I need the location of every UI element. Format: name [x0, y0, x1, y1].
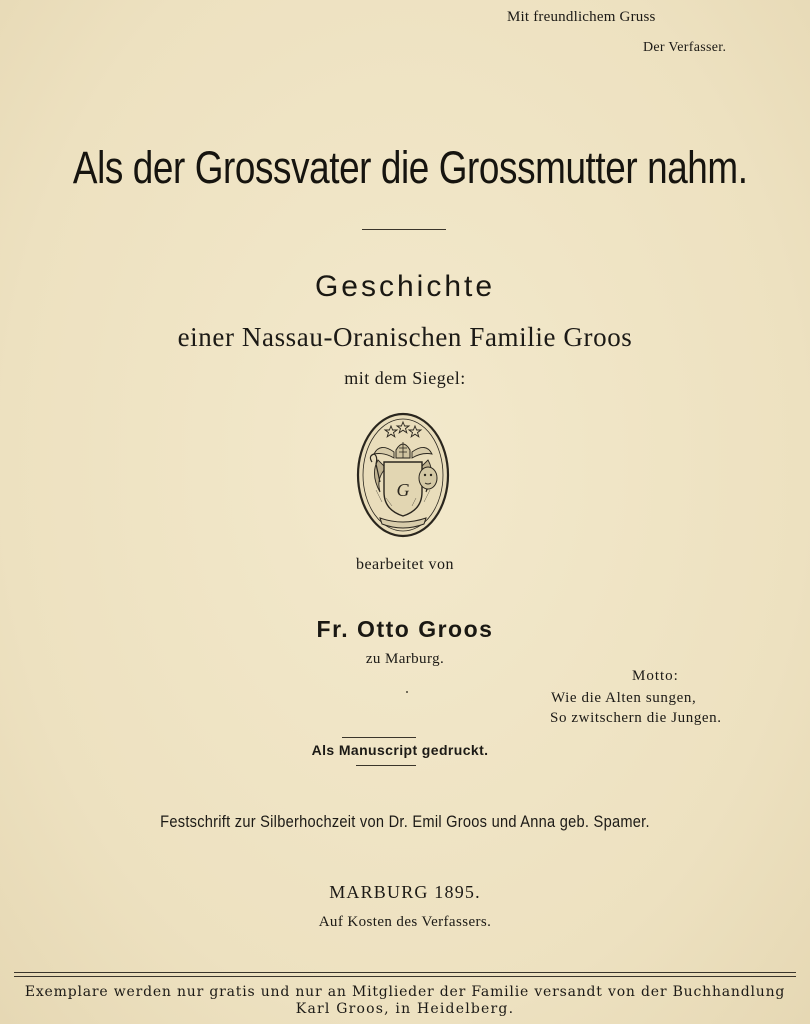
motto-line-1: Wie die Alten sungen,: [551, 690, 697, 706]
footer-rule-bottom: [14, 976, 796, 977]
author-name: Fr. Otto Groos: [316, 616, 494, 642]
family-line: einer Nassau-Oranischen Familie Groos: [177, 322, 633, 352]
seal-caption: mit dem Siegel:: [344, 368, 466, 388]
print-note-top-rule: [342, 737, 416, 738]
dedication-signature: Der Verfasser.: [643, 40, 727, 55]
svg-text:G: G: [396, 480, 410, 500]
motto-line-2: So zwitschern die Jungen.: [550, 710, 722, 726]
footer-bookshop: Karl Groos, in Heidelberg.: [295, 1001, 515, 1017]
title-divider: [362, 229, 446, 230]
festschrift-dedication: Festschrift zur Silberhochzeit von Dr. Emil Groos und Anna geb. Spamer.: [160, 812, 650, 831]
book-title: Als der Grossvater die Grossmutter nahm.: [72, 142, 748, 193]
imprint-place-year: MARBURG 1895.: [329, 882, 481, 902]
print-note: Als Manuscript gedruckt.: [311, 742, 489, 758]
footer-rule-top: [14, 972, 796, 973]
print-note-bottom-rule: [356, 765, 416, 766]
book-subtitle: Geschichte: [314, 270, 496, 303]
coat-of-arms-seal-icon: [356, 412, 450, 538]
motto-label: Motto:: [632, 668, 679, 684]
dedication-greeting: Mit freundlichem Gruss: [507, 9, 656, 25]
edited-by-label: bearbeitet von: [355, 556, 455, 573]
ink-speck: [406, 691, 408, 693]
author-place: zu Marburg.: [365, 651, 445, 667]
footer-distribution-note: Exemplare werden nur gratis und nur an Mitglieder der Familie versandt von der Buchhandlung: [24, 984, 786, 1000]
imprint-cost-note: Auf Kosten des Verfassers.: [318, 914, 492, 930]
